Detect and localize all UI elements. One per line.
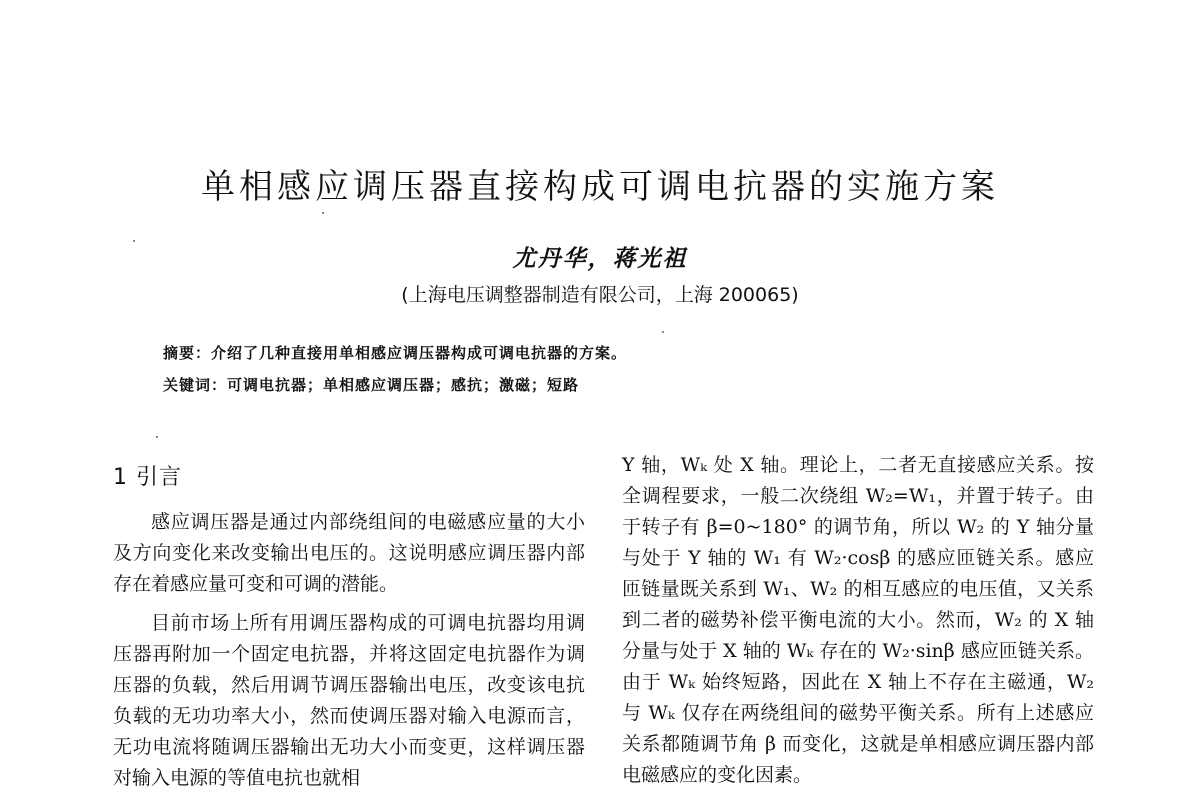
scan-speck: [156, 436, 158, 438]
section-heading-introduction: 1 引言: [113, 465, 182, 490]
abstract: [163, 342, 627, 363]
paper-title: 单相感应调压器直接构成可调电抗器的实施方案: [201, 166, 999, 207]
abstract-text: 介绍了几种直接用单相感应调压器构成可调电抗器的方案。: [211, 344, 628, 362]
scan-speck: [322, 212, 324, 214]
right-column: [622, 450, 1094, 791]
body-paragraph: Y 轴，Wₖ 处 X 轴。理论上，二者无直接感应关系。按全调程要求，一般二次绕组 W₂=W₁，并置于转子。由于转子有 β=0~180° 的调节角，所以 W₂ 的 Y 轴分量与处于 Y 轴的 W₁ 有 W₂·cosβ 的感应匝链关系。感应匝链量既关系到 W₁、W₂ 的相互感应的电压值，又关系到二者的磁势补偿平衡电流的大小。然而，W₂ 的 X 轴分量与处于 X 轴的 Wₖ 存在的 W₂·sinβ 感应匝链关系。由于 Wₖ 始终短路，因此在 X 轴上不存在主磁通，W₂ 与 Wₖ 仅存在两绕组间的磁势平衡关系。所有上述感应关系都随调节角 β 而变化，这就是单相感应调压器内部电磁感应的变化因素。: [622, 454, 1094, 786]
body-paragraph: 感应调压器是通过内部绕组间的电磁感应量的大小及方向变化来改变输出电压的。这说明感应调压器内部存在着感应量可变和可调的潜能。: [113, 511, 585, 595]
keywords: [163, 374, 579, 395]
keywords-label: 关键词：: [163, 376, 228, 394]
body-paragraph: 目前市场上所有用调压器构成的可调电抗器均用调压器再附加一个固定电抗器，并将这固定电抗器作为调压器的负载，然后用调节调压器输出电压，改变该电抗负载的无功功率大小，然而使调压器对输入电源而言，无功电流将随调压器输出无功大小而变更，这样调压器对输入电源的等值电抗也就相: [113, 612, 585, 789]
left-column: [113, 450, 585, 794]
authors: 尤丹华，蒋光祖: [512, 245, 688, 272]
abstract-label: 摘要：: [163, 344, 212, 362]
scan-speck: [662, 331, 664, 333]
keywords-text: 可调电抗器；单相感应调压器；感抗；激磁；短路: [227, 376, 580, 394]
affiliation: (上海电压调整器制造有限公司，上海 200065): [401, 284, 799, 306]
